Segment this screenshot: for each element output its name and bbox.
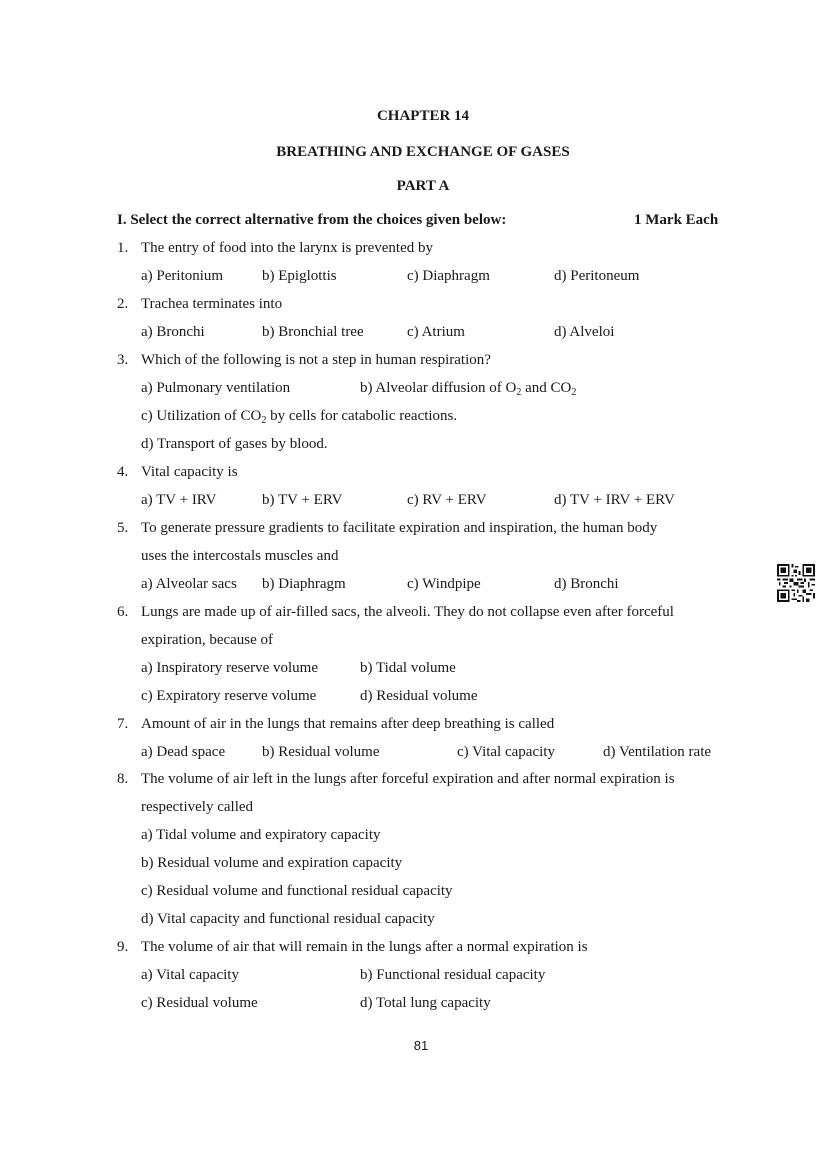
section-instruction: I. Select the correct alternative from the choices given below: bbox=[117, 212, 507, 228]
question-number: 6. bbox=[117, 604, 129, 620]
option-a: a) TV + IRV bbox=[141, 492, 217, 508]
option-b: b) Residual volume and expiration capacity bbox=[141, 855, 403, 871]
option-c: c) Expiratory reserve volume bbox=[141, 688, 317, 704]
option-a: a) Tidal volume and expiratory capacity bbox=[141, 827, 381, 843]
part-heading: PART A bbox=[396, 178, 450, 194]
question-number: 2. bbox=[117, 296, 129, 312]
option-d: d) Vital capacity and functional residual capacity bbox=[141, 911, 435, 927]
option-c: c) Utilization of $CO_2$ by cells for catabolic reactions. bbox=[141, 408, 458, 426]
question-text: Amount of air in the lungs that remains after deep breathing is called bbox=[141, 716, 555, 732]
option-b: b) Functional residual capacity bbox=[360, 967, 546, 983]
option-d: d) Residual volume bbox=[360, 688, 478, 704]
option-b: b) Tidal volume bbox=[360, 660, 456, 676]
question-number: 7. bbox=[117, 716, 129, 732]
question-text-continued: uses the intercostals muscles and bbox=[141, 548, 339, 564]
option-b: b) Residual volume bbox=[262, 744, 380, 760]
question-number: 5. bbox=[117, 520, 129, 536]
option-c: c) RV + ERV bbox=[407, 492, 487, 508]
option-a: a) Alveolar sacs bbox=[141, 576, 237, 592]
option-d: d) Total lung capacity bbox=[360, 995, 491, 1011]
option-b: b) Diaphragm bbox=[262, 576, 346, 592]
question-text: Vital capacity is bbox=[141, 464, 238, 480]
question-text: The volume of air that will remain in the lungs after a normal expiration is bbox=[141, 939, 588, 955]
option-a: a) Pulmonary ventilation bbox=[141, 380, 291, 396]
option-c: c) Residual volume bbox=[141, 995, 258, 1011]
question-text-continued: respectively called bbox=[141, 799, 254, 815]
option-a: a) Vital capacity bbox=[141, 967, 239, 983]
option-d: d) TV + IRV + ERV bbox=[554, 492, 675, 508]
option-d: d) Alveloi bbox=[554, 324, 615, 340]
option-a: a) Peritonium bbox=[141, 268, 224, 284]
option-d: d) Transport of gases by blood. bbox=[141, 436, 328, 452]
question-text: Which of the following is not a step in human respiration? bbox=[141, 352, 491, 368]
question-text: Trachea terminates into bbox=[141, 296, 283, 312]
option-c: c) Diaphragm bbox=[407, 268, 490, 284]
question-number: 9. bbox=[117, 939, 129, 955]
question-text: The volume of air left in the lungs after forceful expiration and after normal expiration is bbox=[141, 771, 675, 787]
marks-label: 1 Mark Each bbox=[634, 212, 719, 228]
chapter-title: BREATHING AND EXCHANGE OF GASES bbox=[276, 144, 570, 160]
qr-code-icon[interactable] bbox=[777, 564, 815, 602]
chapter-heading: CHAPTER 14 bbox=[376, 108, 470, 124]
question-text: The entry of food into the larynx is prevented by bbox=[141, 240, 434, 256]
option-d: d) Ventilation rate bbox=[603, 744, 712, 760]
option-c: c) Vital capacity bbox=[457, 744, 555, 760]
question-number: 4. bbox=[117, 464, 129, 480]
question-text: Lungs are made up of air-filled sacs, the alveoli. They do not collapse even after forceful bbox=[141, 604, 674, 620]
option-b: b) Epiglottis bbox=[262, 268, 337, 284]
option-c: c) Atrium bbox=[407, 324, 465, 340]
question-number: 3. bbox=[117, 352, 129, 368]
option-c: c) Residual volume and functional residual capacity bbox=[141, 883, 453, 899]
option-c: c) Windpipe bbox=[407, 576, 481, 592]
option-d: d) Bronchi bbox=[554, 576, 619, 592]
option-b: b) Bronchial tree bbox=[262, 324, 364, 340]
page-number: 81 bbox=[413, 1038, 429, 1053]
question-text-continued: expiration, because of bbox=[141, 632, 274, 648]
option-b: b) Alveolar diffusion of $O_2$ and $CO_2$ bbox=[360, 380, 577, 398]
option-d: d) Peritoneum bbox=[554, 268, 640, 284]
option-a: a) Dead space bbox=[141, 744, 226, 760]
question-number: 8. bbox=[117, 771, 129, 787]
option-a: a) Inspiratory reserve volume bbox=[141, 660, 319, 676]
option-b: b) TV + ERV bbox=[262, 492, 343, 508]
question-text: To generate pressure gradients to facilitate expiration and inspiration, the human body bbox=[141, 520, 658, 536]
question-number: 1. bbox=[117, 240, 129, 256]
option-a: a) Bronchi bbox=[141, 324, 205, 340]
